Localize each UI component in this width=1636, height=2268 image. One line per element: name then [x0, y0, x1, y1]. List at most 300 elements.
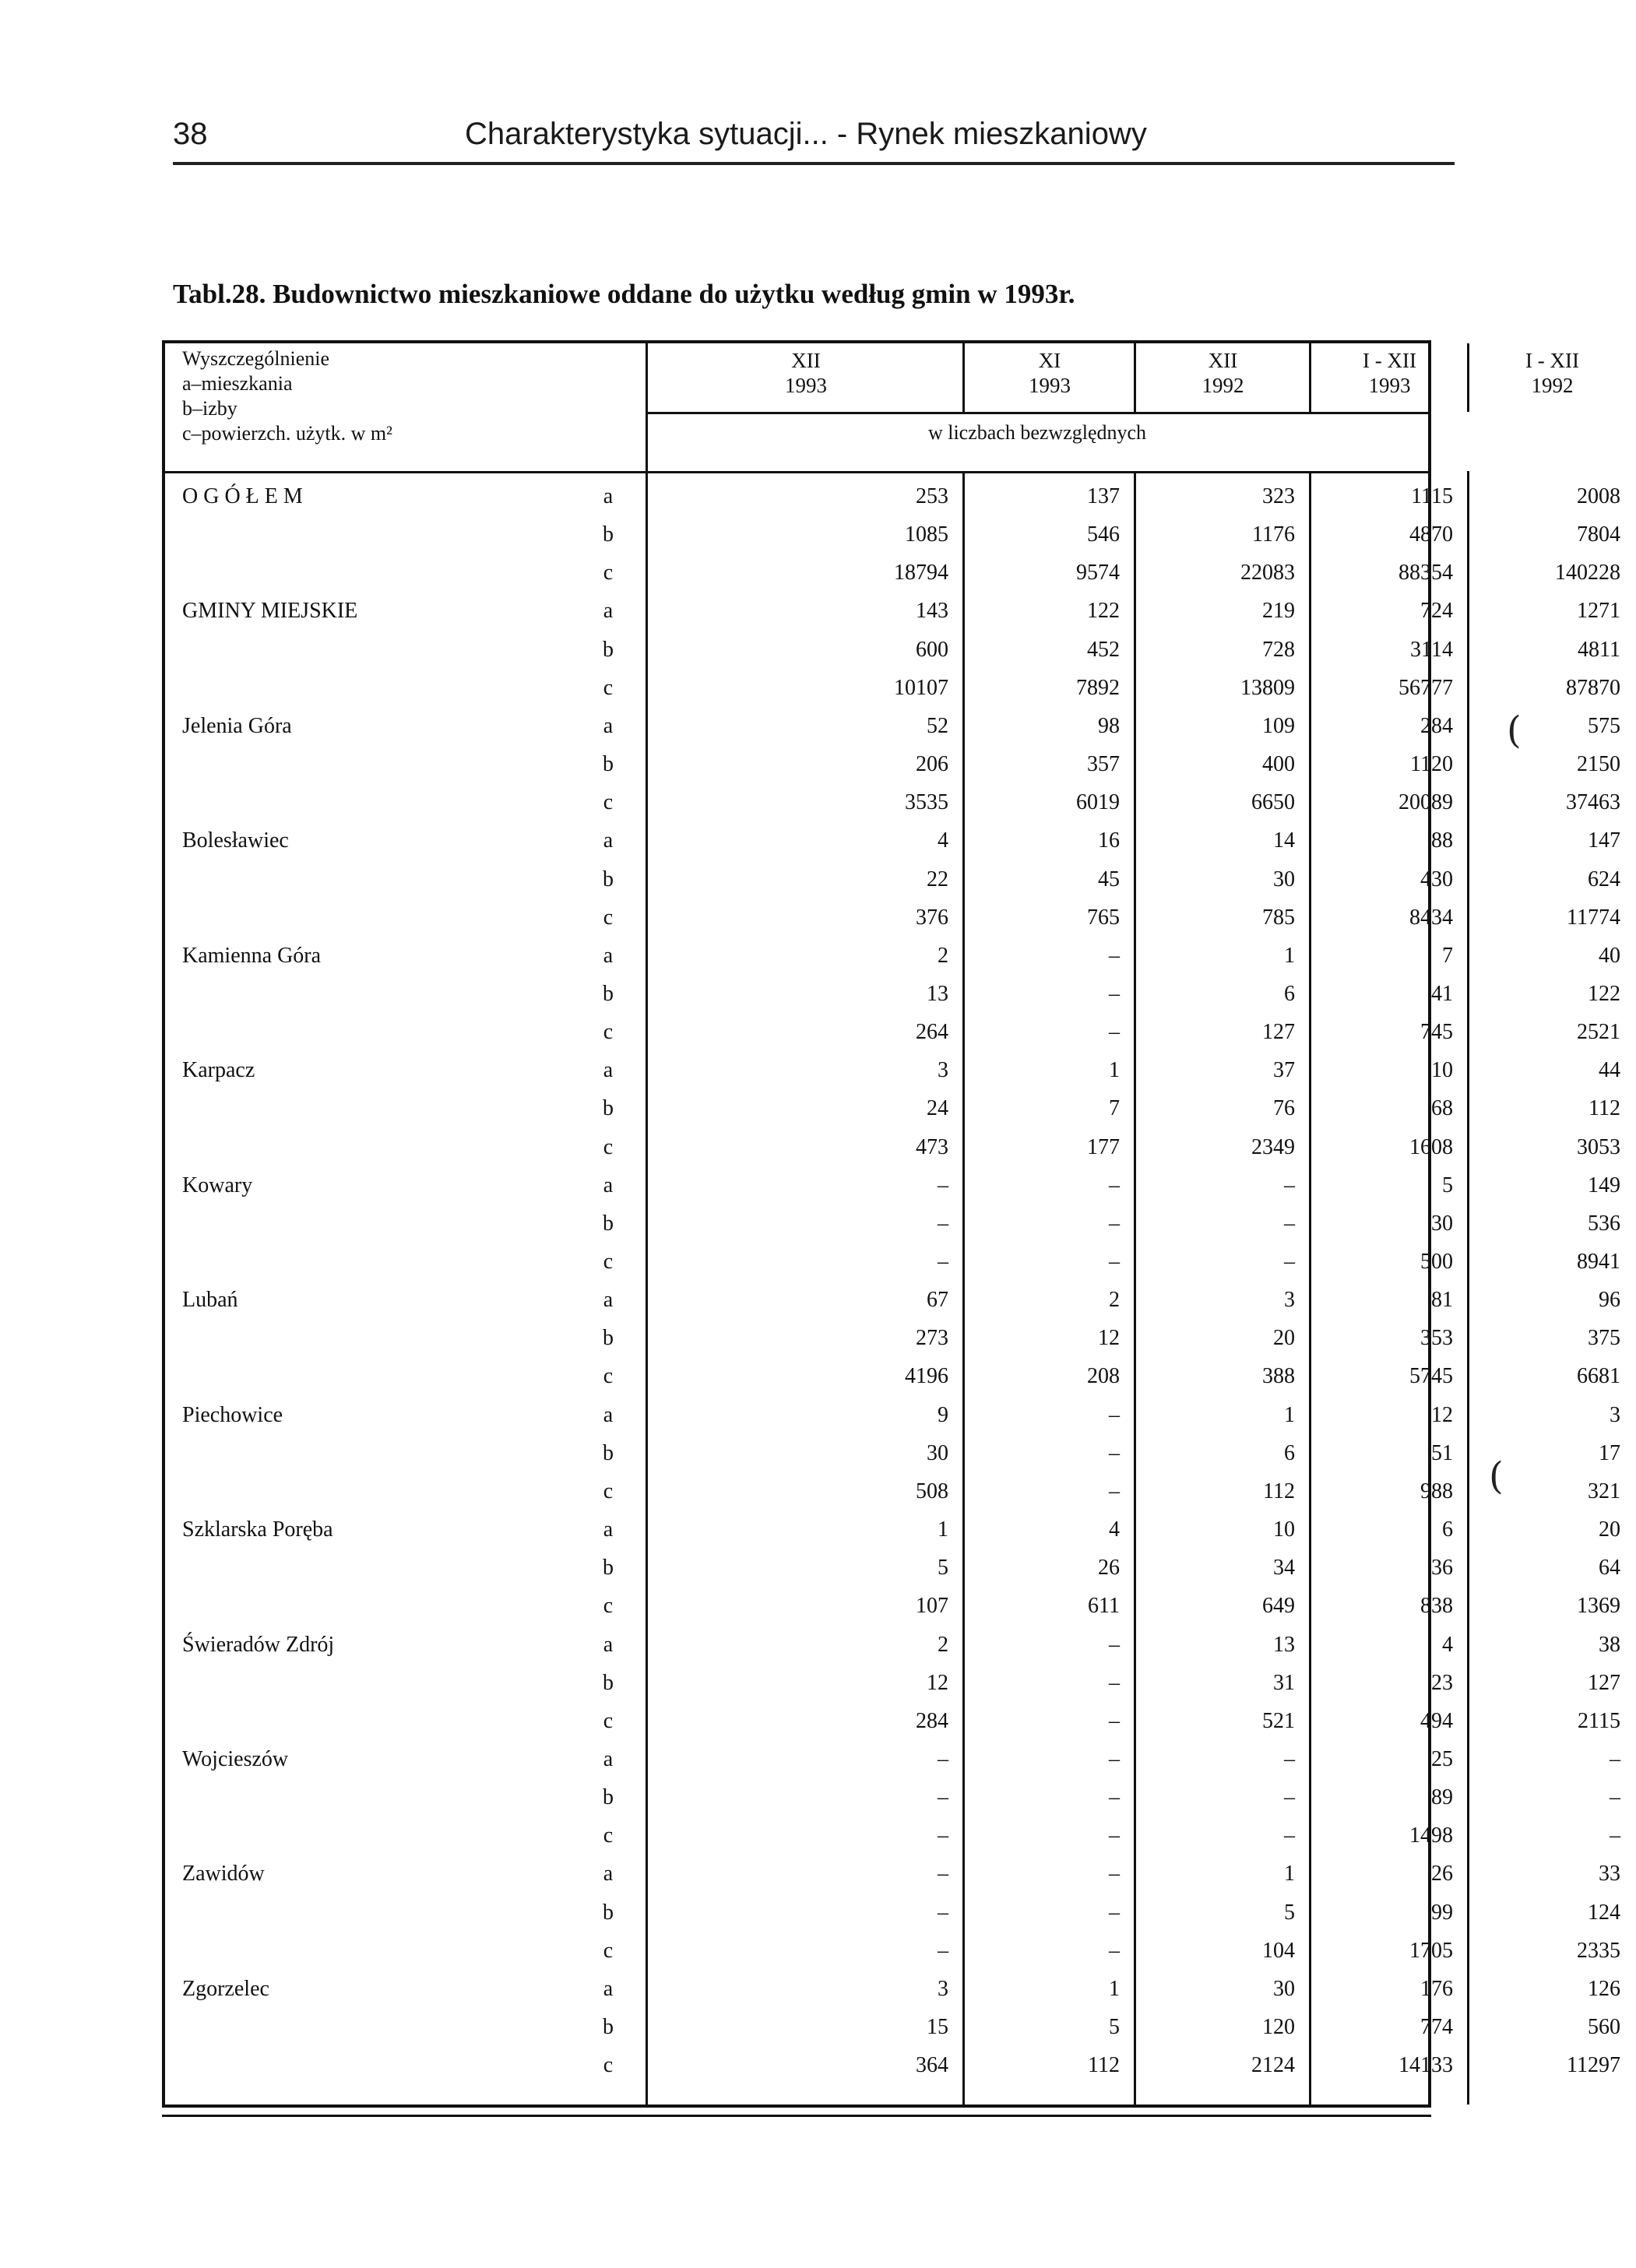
table-cell: – [1109, 1862, 1120, 1886]
stub-header [182, 346, 392, 446]
table-cell: – [1109, 1632, 1120, 1657]
table-row [165, 860, 1620, 898]
table-cell: 31 [1273, 1670, 1295, 1695]
table-cell: 284 [1420, 713, 1453, 738]
row-code: a [603, 599, 614, 624]
column-divider [962, 343, 965, 412]
table-row [165, 1089, 1620, 1127]
table-row [165, 898, 1620, 937]
table-cell: – [1109, 1020, 1120, 1045]
table-row [165, 2008, 1620, 2046]
row-code: a [603, 484, 614, 508]
table-cell: 122 [1087, 599, 1120, 624]
table-cell: 96 [1599, 1288, 1620, 1313]
table-row [165, 783, 1620, 821]
table-cell: 1369 [1577, 1594, 1620, 1619]
table-bottom-rule [162, 2115, 1431, 2117]
table-cell: 34 [1273, 1556, 1295, 1581]
table-cell: 40 [1599, 943, 1620, 968]
table-cell: 452 [1087, 637, 1120, 662]
table-row [165, 1740, 1620, 1778]
table-cell: 3053 [1577, 1134, 1620, 1159]
column-divider [1467, 343, 1469, 412]
table-cell: 1 [1284, 1402, 1295, 1427]
table-cell: 1498 [1409, 1823, 1453, 1848]
table-cell: 353 [1420, 1326, 1453, 1351]
table-cell: 126 [1588, 1976, 1620, 2001]
table-cell: 430 [1420, 867, 1453, 891]
row-code: a [603, 1288, 614, 1313]
table-cell: 500 [1420, 1250, 1453, 1274]
table-cell: 2349 [1251, 1134, 1295, 1159]
table-cell: 26 [1431, 1862, 1453, 1886]
table-row [165, 975, 1620, 1013]
table-cell: 147 [1588, 828, 1620, 853]
table-cell: 2008 [1577, 484, 1620, 508]
row-label: Lubań [182, 1288, 238, 1313]
column-header [648, 348, 964, 398]
row-code: c [603, 1250, 614, 1274]
table-cell: 17 [1599, 1440, 1620, 1465]
table-cell: 104 [1262, 1938, 1295, 1963]
table-cell: 264 [916, 1020, 948, 1045]
table-row [165, 631, 1620, 669]
row-label: Kamienna Góra [182, 943, 322, 968]
table-cell: 364 [916, 2053, 948, 2078]
table-cell: 8941 [1577, 1250, 1620, 1274]
table-cell: 122 [1588, 981, 1620, 1006]
table-cell: 5 [1442, 1173, 1453, 1197]
column-divider [1134, 343, 1136, 412]
column-header-top: I - XII [1525, 349, 1579, 372]
table-cell: 473 [916, 1134, 948, 1159]
table-row [165, 1204, 1620, 1243]
table-row [165, 592, 1620, 630]
table-cell: – [938, 1823, 948, 1848]
table-cell: 52 [927, 713, 948, 738]
table-cell: 1705 [1409, 1938, 1453, 1963]
table-row [165, 1434, 1620, 1472]
table-cell: – [1109, 1746, 1120, 1771]
table-cell: 273 [916, 1326, 948, 1351]
table-row [165, 1702, 1620, 1740]
table-cell: 127 [1588, 1670, 1620, 1695]
row-code: c [603, 1020, 614, 1045]
table-cell: 2115 [1578, 1708, 1620, 1733]
table-cell: 45 [1098, 867, 1120, 891]
table-cell: – [1284, 1250, 1295, 1274]
row-code: b [603, 1326, 614, 1351]
table-cell: – [1109, 1938, 1120, 1963]
column-divider [1309, 343, 1311, 412]
row-code: c [603, 1594, 614, 1619]
table-cell: 219 [1262, 599, 1295, 624]
table-cell: 11774 [1567, 905, 1620, 930]
table-cell: 23 [1431, 1670, 1453, 1695]
table-cell: 120 [1262, 2015, 1295, 2039]
table-row [165, 1319, 1620, 1357]
table-cell: 76 [1273, 1096, 1295, 1121]
table-cell: 112 [1088, 2053, 1120, 2078]
table-row [165, 1510, 1620, 1549]
table-cell: 87870 [1566, 675, 1620, 700]
stub-header-line: Wyszczególnienie [182, 347, 330, 370]
table-cell: 88354 [1399, 561, 1453, 585]
table-cell: 20089 [1399, 790, 1453, 815]
data-table [162, 340, 1620, 2108]
table-cell: 624 [1588, 867, 1620, 891]
row-code: a [603, 1746, 614, 1771]
table-row [165, 1894, 1620, 1932]
table-row [165, 1664, 1620, 1702]
table-cell: 67 [927, 1288, 948, 1313]
table-cell: – [1610, 1785, 1620, 1810]
column-header-top: I - XII [1363, 349, 1416, 372]
table-cell: – [1109, 1708, 1120, 1733]
row-code: c [603, 790, 614, 815]
row-label: Kowary [182, 1173, 253, 1197]
table-cell: 7 [1109, 1096, 1120, 1121]
row-code: a [603, 1976, 614, 2001]
table-cell: 9 [938, 1402, 948, 1427]
table-cell: 649 [1262, 1594, 1295, 1619]
table-cell: – [1109, 943, 1120, 968]
table-cell: 745 [1420, 1020, 1453, 1045]
table-row [165, 554, 1620, 592]
header-bottom-rule [165, 471, 1428, 473]
table-cell: 13 [927, 981, 948, 1006]
table-cell: 24 [927, 1096, 948, 1121]
table-cell: – [1109, 1402, 1120, 1427]
column-header [1311, 348, 1469, 398]
row-code: b [603, 1670, 614, 1695]
row-code: c [603, 1479, 614, 1503]
table-cell: 375 [1588, 1326, 1620, 1351]
table-row [165, 1357, 1620, 1395]
table-cell: 321 [1588, 1479, 1620, 1503]
table-cell: 1 [938, 1517, 948, 1542]
row-code: b [603, 637, 614, 662]
table-cell: 3 [938, 1976, 948, 2001]
column-header-top: XI [1038, 349, 1061, 372]
table-cell: 137 [1087, 484, 1120, 508]
row-code: c [603, 1938, 614, 1963]
table-cell: 10 [1273, 1517, 1295, 1542]
table-cell: – [938, 1211, 948, 1236]
table-cell: 12 [1431, 1402, 1453, 1427]
table-row [165, 2046, 1620, 2084]
table-cell: 12 [1098, 1326, 1120, 1351]
table-row [165, 1472, 1620, 1510]
table-cell: 774 [1420, 2015, 1453, 2039]
row-label: Piechowice [182, 1402, 283, 1427]
table-cell: 107 [916, 1594, 948, 1619]
table-cell: 124 [1588, 1900, 1620, 1925]
table-cell: – [938, 1938, 948, 1963]
table-cell: 1 [1284, 1862, 1295, 1886]
table-cell: 112 [1263, 1479, 1295, 1503]
margin-mark-icon: ( [1489, 1454, 1504, 1498]
table-cell: 41 [1431, 981, 1453, 1006]
table-cell: 1085 [905, 522, 948, 547]
table-cell: 1176 [1252, 522, 1295, 547]
table-cell: 3535 [905, 790, 948, 815]
row-code: c [603, 1134, 614, 1159]
table-cell: 284 [916, 1708, 948, 1733]
table-row [165, 707, 1620, 745]
table-cell: 109 [1262, 713, 1295, 738]
table-cell: 6681 [1577, 1364, 1620, 1389]
table-cell: – [1284, 1211, 1295, 1236]
table-cell: 11297 [1567, 2053, 1620, 2078]
table-cell: 376 [916, 905, 948, 930]
table-cell: 30 [1431, 1211, 1453, 1236]
table-cell: – [1284, 1746, 1295, 1771]
table-cell: 112 [1589, 1096, 1620, 1121]
table-cell: 400 [1262, 752, 1295, 777]
row-label: O G Ó Ł E M [182, 484, 303, 508]
table-cell: 68 [1431, 1096, 1453, 1121]
table-cell: 25 [1431, 1746, 1453, 1771]
table-cell: 3 [1284, 1288, 1295, 1313]
table-row [165, 1281, 1620, 1319]
table-cell: 6 [1442, 1517, 1453, 1542]
header-rule [173, 162, 1455, 165]
table-cell: 89 [1431, 1785, 1453, 1810]
table-row [165, 1051, 1620, 1089]
row-code: b [603, 1096, 614, 1121]
table-cell: 16 [1098, 828, 1120, 853]
row-code: c [603, 1364, 614, 1389]
page-header [173, 117, 1455, 159]
table-cell: 253 [916, 484, 948, 508]
row-code: b [603, 2015, 614, 2039]
row-label: Szklarska Poręba [182, 1517, 333, 1542]
table-cell: 4 [1109, 1517, 1120, 1542]
table-cell: 1 [1109, 1976, 1120, 2001]
margin-mark-icon: ( [1507, 709, 1522, 752]
column-header-bottom: 1992 [1201, 374, 1244, 397]
table-cell: 1271 [1577, 599, 1620, 624]
table-cell: 7804 [1577, 522, 1620, 547]
table-row [165, 1549, 1620, 1587]
table-cell: 10 [1431, 1058, 1453, 1083]
row-code: b [603, 1556, 614, 1581]
table-cell: 7892 [1076, 675, 1120, 700]
table-cell: – [938, 1173, 948, 1197]
row-code: a [603, 828, 614, 853]
table-cell: 838 [1420, 1594, 1453, 1619]
table-cell: 36 [1431, 1556, 1453, 1581]
table-cell: 9574 [1076, 561, 1120, 585]
table-row [165, 515, 1620, 554]
table-cell: 7 [1442, 943, 1453, 968]
table-cell: 536 [1588, 1211, 1620, 1236]
table-cell: 12 [927, 1670, 948, 1695]
table-row [165, 821, 1620, 860]
header-divider [648, 412, 1428, 414]
row-code: c [603, 905, 614, 930]
table-cell: 1 [1109, 1058, 1120, 1083]
table-cell: 13 [1273, 1632, 1295, 1657]
table-row [165, 1396, 1620, 1434]
table-cell: 56777 [1399, 675, 1453, 700]
running-title: Charakterystyka sytuacji... - Rynek mieszkaniowy [465, 117, 1147, 151]
table-cell: 81 [1431, 1288, 1453, 1313]
table-cell: 575 [1588, 713, 1620, 738]
table-cell: 611 [1088, 1594, 1120, 1619]
table-cell: – [1109, 1900, 1120, 1925]
row-code: b [603, 1785, 614, 1810]
table-cell: 127 [1262, 1020, 1295, 1045]
table-cell: 1608 [1409, 1134, 1453, 1159]
row-code: b [603, 867, 614, 891]
row-code: b [603, 522, 614, 547]
table-row [165, 1128, 1620, 1166]
stub-header-line: a–mieszkania [182, 372, 293, 395]
table-cell: 388 [1262, 1364, 1295, 1389]
table-cell: 88 [1431, 828, 1453, 853]
table-cell: 2 [938, 1632, 948, 1657]
table-cell: 785 [1262, 905, 1295, 930]
row-code: b [603, 1900, 614, 1925]
table-cell: 560 [1588, 2015, 1620, 2039]
table-cell: 26 [1098, 1556, 1120, 1581]
table-cell: – [1284, 1173, 1295, 1197]
table-cell: 521 [1262, 1708, 1295, 1733]
table-cell: 4811 [1578, 637, 1620, 662]
row-code: b [603, 1440, 614, 1465]
table-cell: 30 [1273, 867, 1295, 891]
table-cell: 20 [1599, 1517, 1620, 1542]
table-cell: 140228 [1555, 561, 1620, 585]
table-cell: 6 [1284, 1440, 1295, 1465]
table-cell: 3114 [1410, 637, 1453, 662]
table-cell: – [1284, 1823, 1295, 1848]
stub-header-line: b–izby [182, 397, 237, 420]
row-label: Zawidów [182, 1862, 265, 1886]
table-cell: 98 [1098, 713, 1120, 738]
table-row [165, 745, 1620, 783]
table-cell: – [1109, 1670, 1120, 1695]
row-code: a [603, 1173, 614, 1197]
table-cell: 724 [1420, 599, 1453, 624]
table-cell: 30 [927, 1440, 948, 1465]
table-cell: 4 [1442, 1632, 1453, 1657]
table-cell: 600 [916, 637, 948, 662]
table-row [165, 1166, 1620, 1204]
table-cell: 2 [938, 943, 948, 968]
table-cell: 508 [916, 1479, 948, 1503]
table-cell: 51 [1431, 1440, 1453, 1465]
table-cell: – [1109, 1173, 1120, 1197]
table-cell: 149 [1588, 1173, 1620, 1197]
table-caption: Tabl.28. Budownictwo mieszkaniowe oddane do użytku według gmin w 1993r. [173, 279, 1075, 309]
row-code: a [603, 713, 614, 738]
row-code: a [603, 1517, 614, 1542]
column-header-top: XII [1208, 349, 1238, 372]
row-label: GMINY MIEJSKIE [182, 599, 358, 624]
column-header-bottom: 1993 [785, 374, 827, 397]
table-cell: – [938, 1746, 948, 1771]
table-row [165, 1243, 1620, 1281]
table-cell: 14133 [1399, 2053, 1453, 2078]
row-label: Jelenia Góra [182, 713, 292, 738]
table-cell: – [1610, 1746, 1620, 1771]
column-header [964, 348, 1135, 398]
table-cell: 357 [1087, 752, 1120, 777]
table-cell: – [938, 1785, 948, 1810]
row-code: b [603, 1211, 614, 1236]
table-cell: 6650 [1251, 790, 1295, 815]
table-cell: 30 [1273, 1976, 1295, 2001]
table-cell: 18794 [894, 561, 948, 585]
table-cell: 5745 [1409, 1364, 1453, 1389]
table-row [165, 1587, 1620, 1625]
column-header-bottom: 1992 [1531, 374, 1574, 397]
row-label: Świeradów Zdrój [182, 1632, 335, 1657]
table-cell: – [1610, 1823, 1620, 1848]
table-cell: 2335 [1577, 1938, 1620, 1963]
table-cell: 1120 [1410, 752, 1453, 777]
table-cell: – [1109, 1823, 1120, 1848]
table-row [165, 1970, 1620, 2008]
table-cell: – [938, 1250, 948, 1274]
row-label: Wojcieszów [182, 1746, 289, 1771]
column-header [1469, 348, 1636, 398]
table-cell: 33 [1599, 1862, 1620, 1886]
table-row [165, 1778, 1620, 1816]
table-cell: – [1109, 1785, 1120, 1810]
table-cell: 44 [1599, 1058, 1620, 1083]
table-cell: 728 [1262, 637, 1295, 662]
table-cell: – [1109, 1440, 1120, 1465]
row-code: b [603, 752, 614, 777]
column-header-bottom: 1993 [1368, 374, 1411, 397]
table-row [165, 937, 1620, 975]
table-cell: 177 [1087, 1134, 1120, 1159]
table-cell: 208 [1087, 1364, 1120, 1389]
table-row [165, 1932, 1620, 1970]
table-cell: 64 [1599, 1556, 1620, 1581]
table-cell: – [1109, 981, 1120, 1006]
table-cell: 37463 [1566, 790, 1620, 815]
table-cell: 2150 [1577, 752, 1620, 777]
table-cell: 4196 [905, 1364, 948, 1389]
table-cell: 15 [927, 2015, 948, 2039]
table-cell: 765 [1087, 905, 1120, 930]
table-cell: 22 [927, 867, 948, 891]
row-code: a [603, 1058, 614, 1083]
table-cell: 6 [1284, 981, 1295, 1006]
row-code: c [603, 1708, 614, 1733]
table-row [165, 1013, 1620, 1051]
table-cell: 3 [938, 1058, 948, 1083]
table-cell: 206 [916, 752, 948, 777]
table-cell: 3 [1610, 1402, 1620, 1427]
table-cell: 323 [1262, 484, 1295, 508]
table-cell: 5 [938, 1556, 948, 1581]
table-cell: 546 [1087, 522, 1120, 547]
column-header-bottom: 1993 [1029, 374, 1071, 397]
column-header-top: XII [791, 349, 821, 372]
page-number: 38 [173, 117, 208, 151]
table-cell: 38 [1599, 1632, 1620, 1657]
table-row [165, 1816, 1620, 1855]
row-code: a [603, 1632, 614, 1657]
table-cell: 10107 [894, 675, 948, 700]
row-code: a [603, 1862, 614, 1886]
